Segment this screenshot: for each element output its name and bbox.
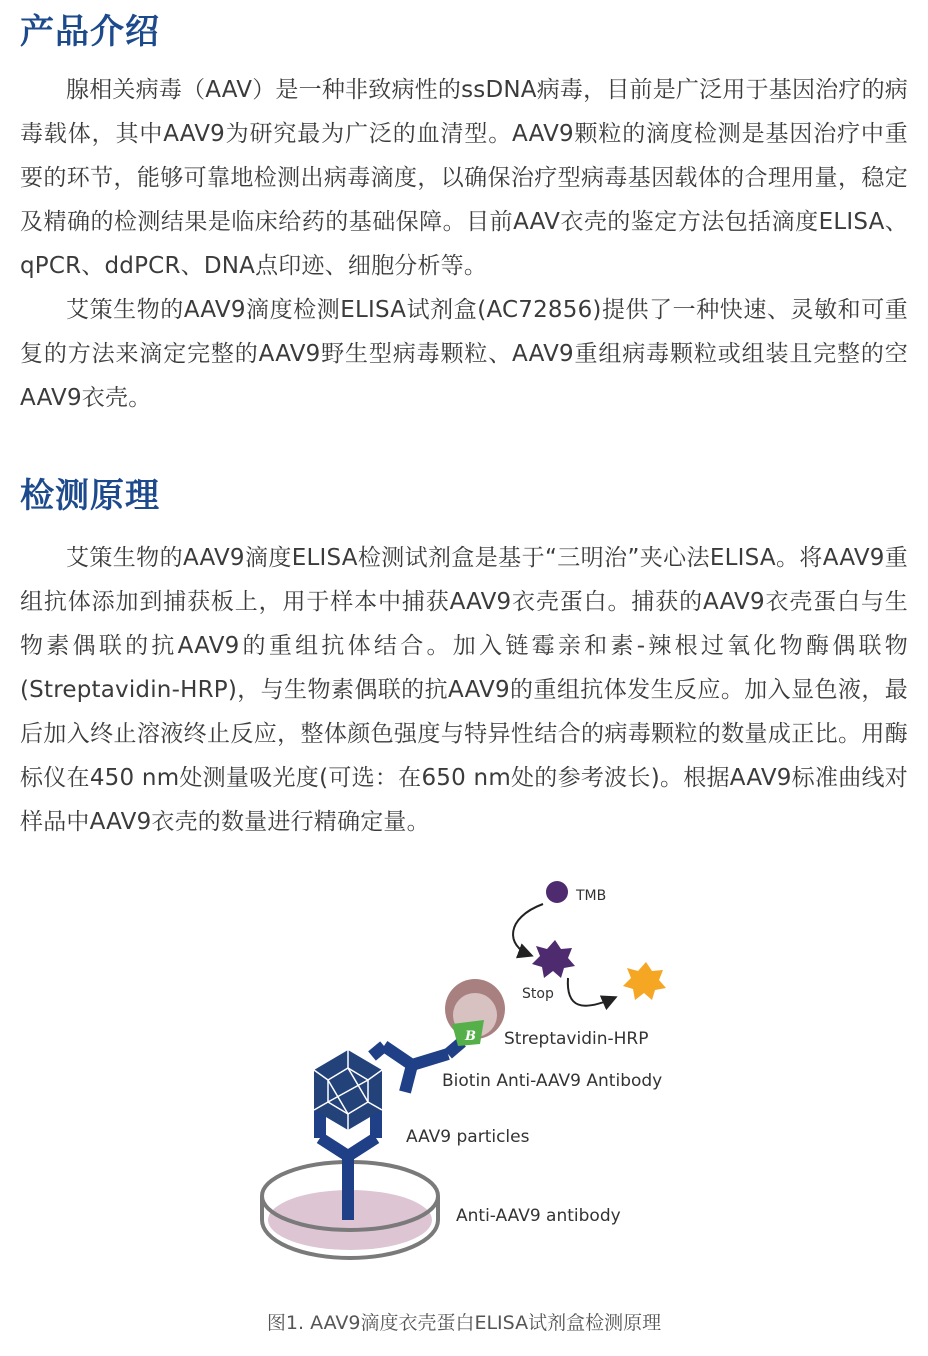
yellow-product-icon [623, 962, 666, 1000]
capture-antibody-label: Anti-AAV9 antibody [456, 1206, 621, 1226]
principle-paragraph: 艾策生物的AAV9滴度ELISA检测试剂盒是基于“三明治”夹心法ELISA。将AAV9重组抗体添加到捕获板上，用于样本中捕获AAV9衣壳蛋白。捕获的AAV9衣壳蛋白与生物素偶联的抗AAV9的重组抗体结合。加入链霉亲和素-辣根过氧化物酶偶联物 (Streptavidin-HRP)，与生物素偶联的抗AAV9的重组抗体发生反应。加入显色液，最后加入终止溶液终止反应，整体颜色强度与特异性结合的病毒颗粒的数量成正比。用酶标仪在450 nm处测量吸光度(可选：在650 nm处的参考波长)。根据AAV9标准曲线对样品中AAV9衣壳的数量进行精确定量。 [20, 545, 908, 835]
section-title-detection-principle: 检测原理 [20, 476, 160, 516]
intro-paragraph-1: 腺相关病毒（AAV）是一种非致病性的ssDNA病毒，目前是广泛用于基因治疗的病毒载体，其中AAV9为研究最为广泛的血清型。AAV9颗粒的滴度检测是基因治疗中重要的环节，能够可靠地检测出病毒滴度，以确保治疗型病毒基因载体的合理用量，稳定及精确的检测结果是临床给药的基础保障。目前AAV衣壳的鉴定方法包括滴度ELISA、qPCR、ddPCR、DNA点印迹、细胞分析等。 [20, 77, 908, 279]
section-title-product-intro: 产品介绍 [20, 12, 160, 52]
biotin-letter: B [465, 1029, 476, 1044]
streptavidin-label: Streptavidin-HRP [504, 1029, 649, 1049]
intro-paragraph-2: 艾策生物的AAV9滴度检测ELISA试剂盒(AC72856)提供了一种快速、灵敏和可重复的方法来滴定完整的AAV9野生型病毒颗粒、AAV9重组病毒颗粒或组装且完整的空AAV9衣壳。 [20, 297, 908, 411]
tmb-dot-icon [546, 881, 568, 903]
elisa-principle-diagram [0, 860, 928, 1300]
oxidized-tmb-icon [532, 940, 575, 978]
stop-label: Stop [522, 986, 554, 1002]
stop-arrow-icon [568, 978, 614, 1006]
particles-label: AAV9 particles [406, 1127, 530, 1147]
figure-caption: 图1. AAV9滴度衣壳蛋白ELISA试剂盒检测原理 [266, 1312, 662, 1334]
biotin-antibody-label: Biotin Anti-AAV9 Antibody [442, 1071, 663, 1091]
tmb-label: TMB [576, 888, 607, 904]
